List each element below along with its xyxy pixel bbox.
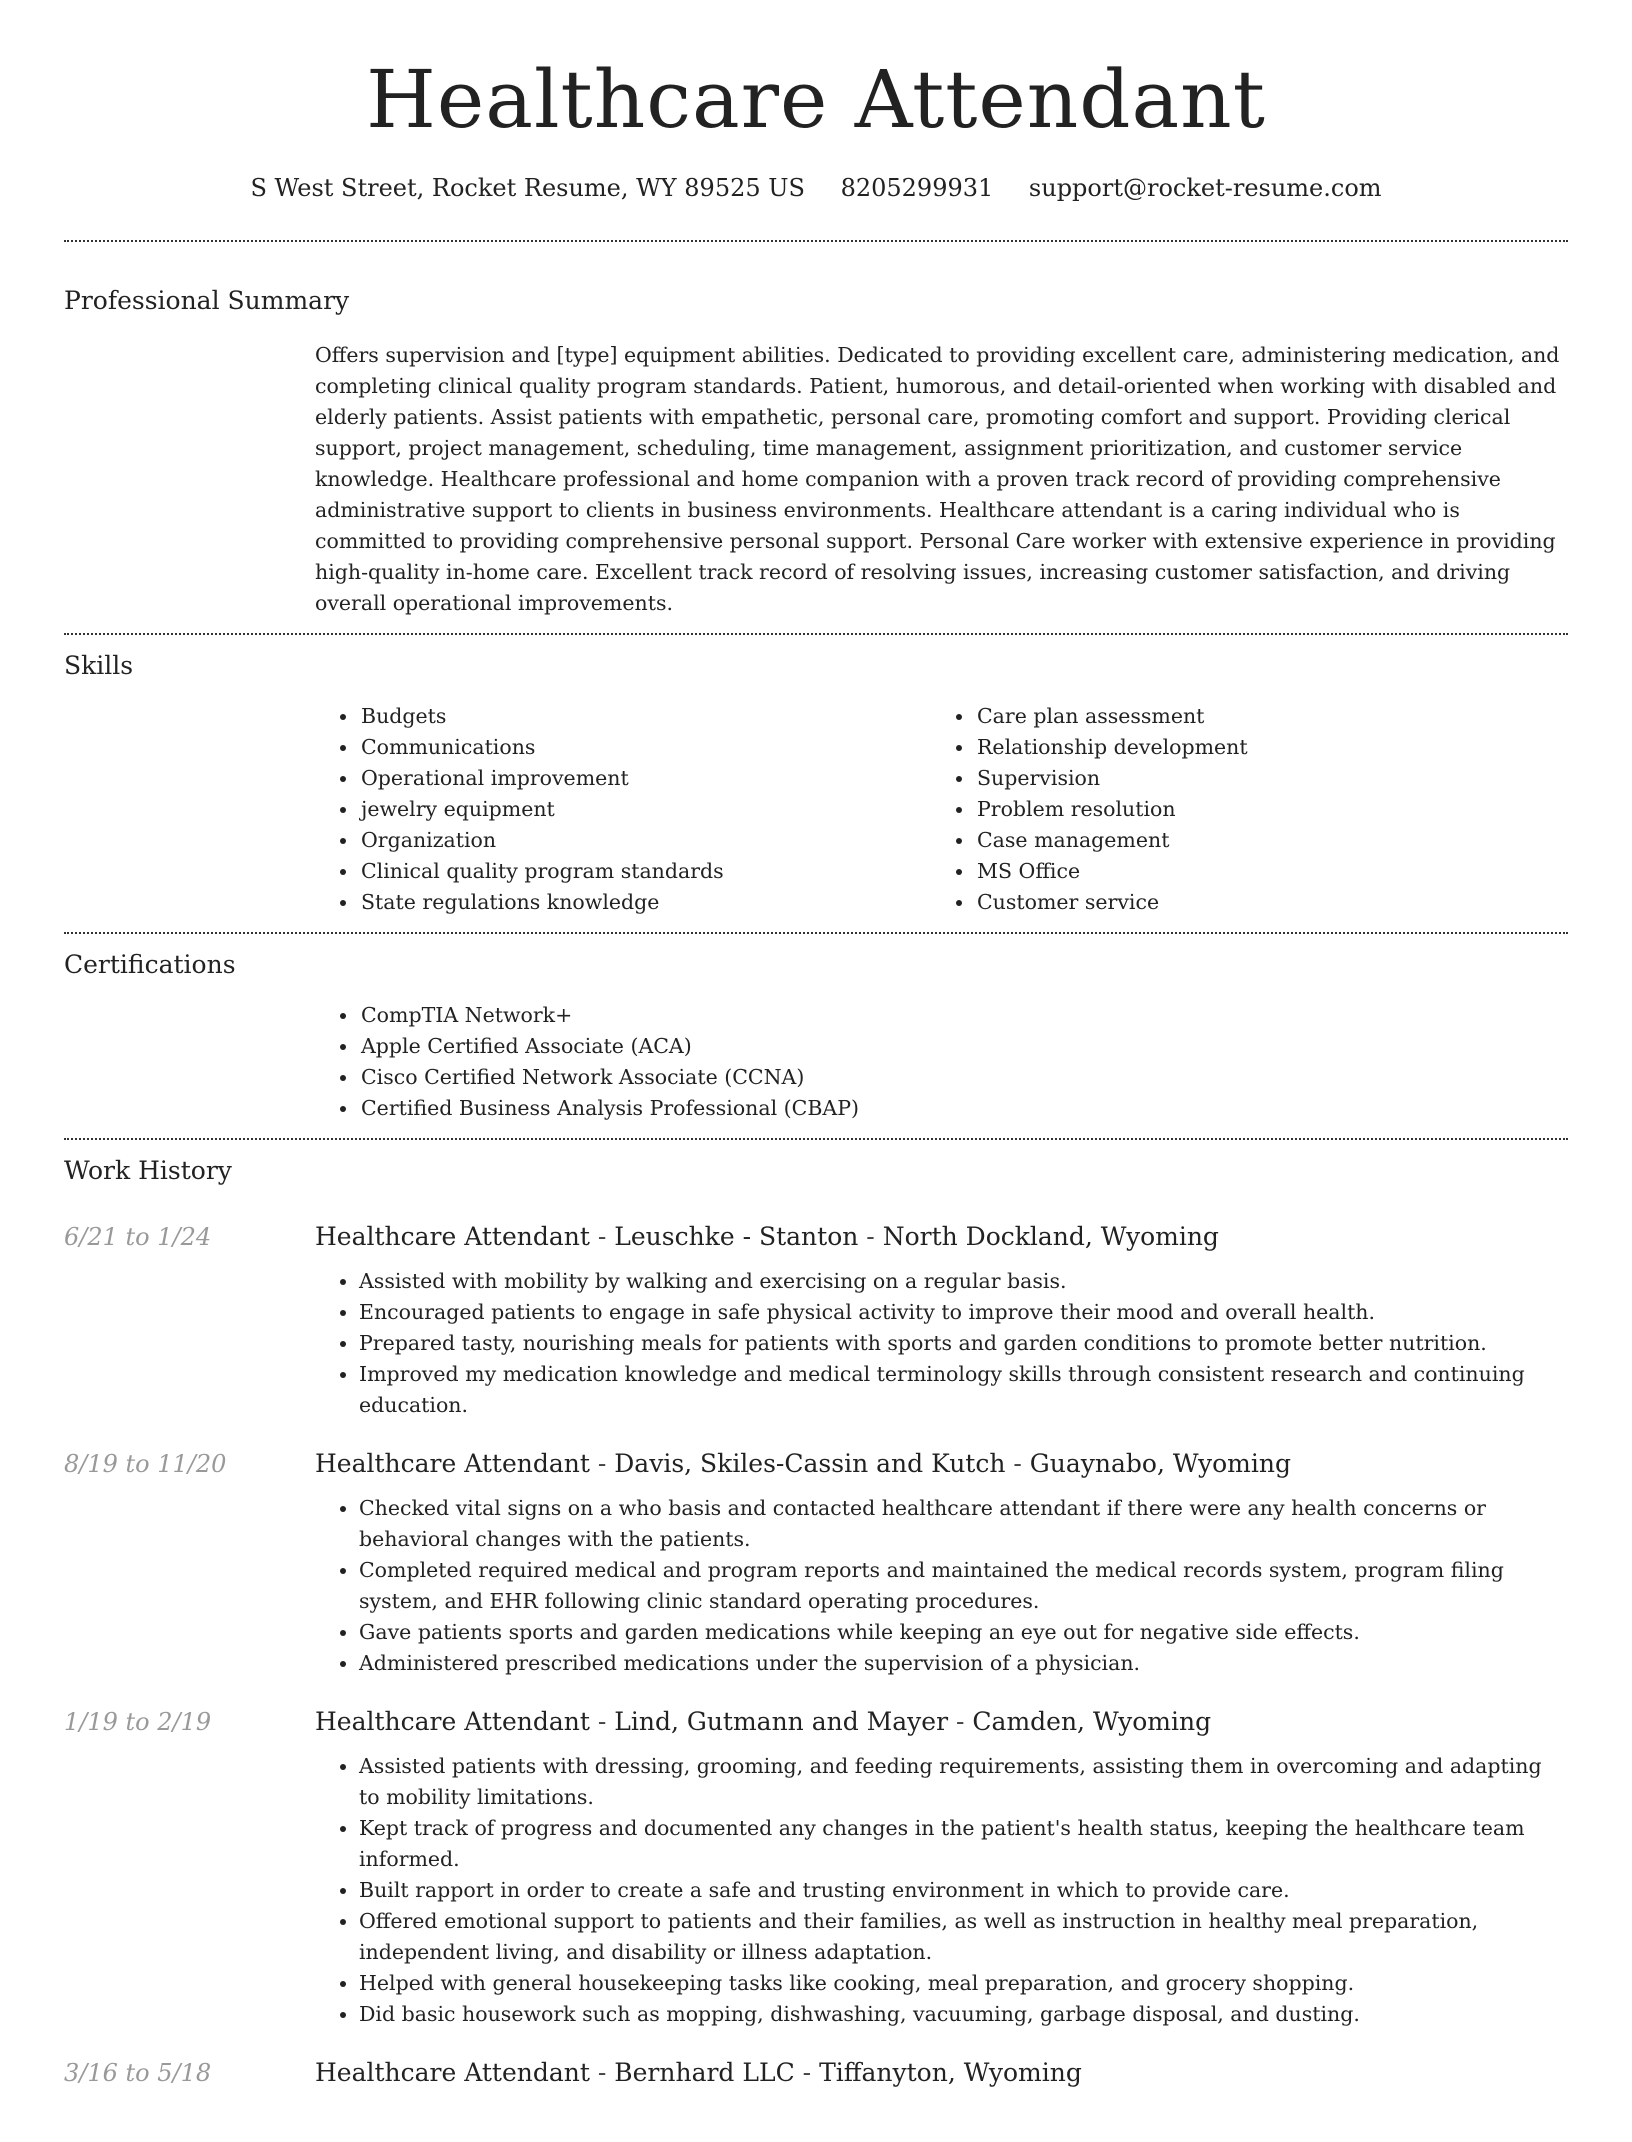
job-location: Guaynabo, Wyoming: [1029, 1449, 1291, 1478]
skill-item: • Relationship development: [975, 732, 1535, 763]
job-entry: [64, 1220, 1568, 1421]
job-role: Healthcare Attendant: [315, 2058, 590, 2087]
contact-address: S West Street, Rocket Resume, WY 89525 US: [250, 174, 805, 202]
skill-item: • Supervision: [975, 763, 1535, 794]
title-separator: -: [589, 1449, 615, 1478]
certification-item: • Certified Business Analysis Professional (CBAP): [359, 1093, 1568, 1124]
certifications-list: [64, 1000, 1568, 1124]
certifications-title: Certifications: [64, 950, 236, 979]
job-company: Bernhard LLC: [614, 2058, 795, 2087]
skill-item: • Operational improvement: [359, 763, 975, 794]
skill-item: • Communications: [359, 732, 975, 763]
certification-item: • Cisco Certified Network Associate (CCNA): [359, 1062, 1568, 1093]
job-duty: • Did basic housework such as mopping, dishwashing, vacuuming, garbage disposal, and dusting.: [359, 1999, 1568, 2030]
job-duty: • Kept track of progress and documented any changes in the patient's health status, keeping the healthcare team informed.: [359, 1813, 1568, 1875]
job-company: Leuschke - Stanton: [614, 1222, 859, 1251]
job-title: [315, 1447, 1568, 1481]
job-title: [315, 1705, 1568, 1739]
skill-item: • Customer service: [975, 887, 1535, 918]
skills-section: [64, 635, 1568, 932]
job-entry: [64, 2056, 1568, 2102]
job-duty: • Offered emotional support to patients and their families, as well as instruction in healthy meal preparation, independent living, and disability or illness adaptation.: [359, 1906, 1568, 1968]
skill-item: • State regulations knowledge: [359, 887, 975, 918]
title-separator: -: [1005, 1449, 1030, 1478]
job-duties-list: [315, 1751, 1568, 2030]
certifications-section: [64, 934, 1568, 1138]
job-company: Lind, Gutmann and Mayer: [614, 1707, 949, 1736]
job-role: Healthcare Attendant: [315, 1707, 590, 1736]
title-separator: -: [794, 2058, 820, 2087]
skill-item: • Clinical quality program standards: [359, 856, 975, 887]
job-dates: 3/16 to 5/18: [64, 2059, 212, 2087]
skill-item: • MS Office: [975, 856, 1535, 887]
job-duty: • Encouraged patients to engage in safe physical activity to improve their mood and overall health.: [359, 1297, 1568, 1328]
job-entry: [64, 1705, 1568, 2030]
job-role: Healthcare Attendant: [315, 1449, 590, 1478]
job-title: [315, 2056, 1568, 2090]
job-duties-list: [315, 1493, 1568, 1679]
job-duty: • Built rapport in order to create a safe and trusting environment in which to provide care.: [359, 1875, 1568, 1906]
job-duty: • Checked vital signs on a who basis and contacted healthcare attendant if there were any health concerns or behavioral changes with the patients.: [359, 1493, 1568, 1555]
title-separator: -: [948, 1707, 973, 1736]
skills-title: Skills: [64, 651, 134, 680]
skill-item: • Case management: [975, 825, 1535, 856]
contact-email[interactable]: support@rocket-resume.com: [1028, 174, 1382, 202]
certification-item: • Apple Certified Associate (ACA): [359, 1031, 1568, 1062]
title-separator: -: [858, 1222, 883, 1251]
job-dates: 8/19 to 11/20: [64, 1450, 227, 1478]
job-duty: • Improved my medication knowledge and medical terminology skills through consistent research and continuing education.: [359, 1359, 1568, 1421]
contact-phone: 8205299931: [840, 174, 994, 202]
work-history-section: [64, 1140, 1568, 2142]
title-separator: -: [589, 2058, 615, 2087]
job-duty: • Prepared tasty, nourishing meals for patients with sports and garden conditions to promote better nutrition.: [359, 1328, 1568, 1359]
job-duty: • Helped with general housekeeping tasks like cooking, meal preparation, and grocery shopping.: [359, 1968, 1568, 1999]
job-entry: [64, 1447, 1568, 1679]
job-location: Tiffanyton, Wyoming: [819, 2058, 1082, 2087]
job-dates: 1/19 to 2/19: [64, 1708, 212, 1736]
job-title: [315, 1220, 1568, 1254]
skills-list-left: [359, 701, 975, 918]
skill-item: • jewelry equipment: [359, 794, 975, 825]
skill-item: • Care plan assessment: [975, 701, 1535, 732]
skill-item: • Problem resolution: [975, 794, 1535, 825]
skill-item: • Budgets: [359, 701, 975, 732]
summary-title: Professional Summary: [64, 286, 350, 315]
job-location: North Dockland, Wyoming: [882, 1222, 1219, 1251]
title-separator: -: [589, 1707, 615, 1736]
skill-item: • Organization: [359, 825, 975, 856]
work-history-title: Work History: [64, 1156, 232, 1185]
summary-text: Offers supervision and [type] equipment abilities. Dedicated to providing excellent care, administering medication, and completing clinical quality program standards. Patient, humorous, and detail-oriented when working with disabled and elderly patients. Assist patients with empathetic, personal care, promoting comfort and support. Providing clerical support, project management, scheduling, time management, assignment prioritization, and customer service knowledge. Healthcare professional and home companion with a proven track record of providing comprehensive administrative support to clients in business environments. Healthcare attendant is a caring individual who is committed to providing comprehensive personal support. Personal Care worker with extensive experience in providing high-quality in-home care. Excellent track record of resolving issues, increasing customer satisfaction, and driving overall operational improvements.: [315, 343, 1560, 615]
resume-name: Healthcare Attendant: [366, 53, 1266, 146]
job-dates: 6/21 to 1/24: [64, 1223, 212, 1251]
job-duty: • Administered prescribed medications under the supervision of a physician.: [359, 1648, 1568, 1679]
job-list: [64, 1206, 1568, 2102]
certification-item: • CompTIA Network+: [359, 1000, 1568, 1031]
job-role: Healthcare Attendant: [315, 1222, 590, 1251]
contact-line: [64, 172, 1568, 204]
summary-section: [64, 242, 1568, 633]
job-duty: • Assisted patients with dressing, grooming, and feeding requirements, assisting them in overcoming and adapting to mobility limitations.: [359, 1751, 1568, 1813]
skills-list-right: [975, 701, 1535, 918]
job-duty: • Assisted with mobility by walking and exercising on a regular basis.: [359, 1266, 1568, 1297]
job-duty: • Completed required medical and program reports and maintained the medical records system, program filing system, and EHR following clinic standard operating procedures.: [359, 1555, 1568, 1617]
title-separator: -: [589, 1222, 615, 1251]
job-duties-list: [315, 1266, 1568, 1421]
job-duty: • Gave patients sports and garden medications while keeping an eye out for negative side effects.: [359, 1617, 1568, 1648]
job-location: Camden, Wyoming: [972, 1707, 1212, 1736]
job-company: Davis, Skiles-Cassin and Kutch: [614, 1449, 1006, 1478]
